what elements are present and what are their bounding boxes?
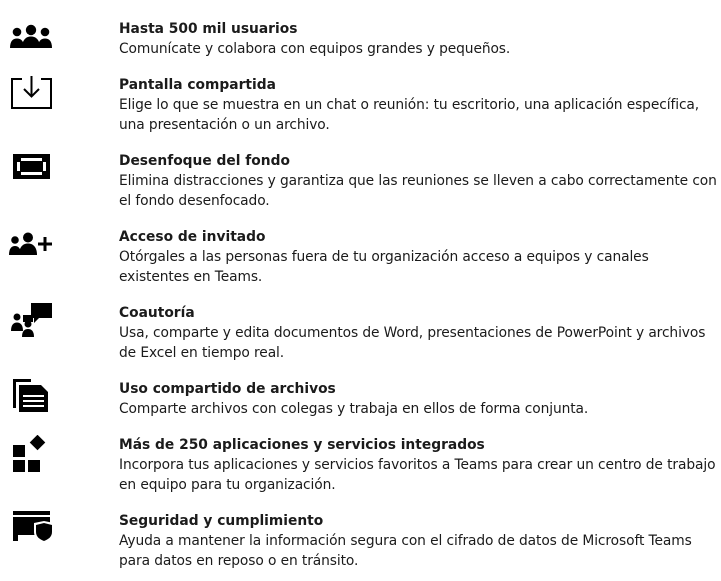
feature-description: Usa, comparte y edita documentos de Word, presentaciones de PowerPoint y archivos de Excel en tiempo real. [119,325,706,361]
feature-title: Desenfoque del fondo [119,153,290,169]
feature-description: Comparte archivos con colegas y trabaja en ellos de forma conjunta. [119,401,589,417]
feature-description: Otórgales a las personas fuera de tu organización acceso a equipos y canales existentes en Teams. [119,249,649,285]
feature-title: Uso compartido de archivos [119,381,336,397]
apps-integration-icon [8,435,56,483]
coauthoring-chat-icon [8,303,56,351]
add-guest-icon [8,227,56,275]
feature-description: Incorpora tus aplicaciones y servicios favoritos a Teams para crear un centro de trabajo en equipo para tu organización. [119,457,716,493]
feature-title: Hasta 500 mil usuarios [119,21,298,37]
feature-title: Pantalla compartida [119,77,276,93]
screen-share-icon [8,75,56,123]
feature-description: Ayuda a mantener la información segura con el cifrado de datos de Microsoft Teams para datos en reposo o en tránsito. [119,533,692,569]
feature-description: Elige lo que se muestra en un chat o reunión: tu escritorio, una aplicación específica, una presentación o un archivo. [119,97,700,133]
people-group-icon [8,19,56,67]
feature-title: Seguridad y cumplimiento [119,513,324,529]
feature-description: Elimina distracciones y garantiza que las reuniones se lleven a cabo correctamente con el fondo desenfocado. [119,173,717,209]
shared-files-icon [8,379,56,427]
feature-title: Acceso de invitado [119,229,266,245]
feature-description: Comunícate y colabora con equipos grandes y pequeños. [119,41,511,57]
feature-title: Coautoría [119,305,195,321]
background-blur-icon [8,151,56,199]
security-shield-icon [8,511,56,559]
feature-title: Más de 250 aplicaciones y servicios integrados [119,437,485,453]
